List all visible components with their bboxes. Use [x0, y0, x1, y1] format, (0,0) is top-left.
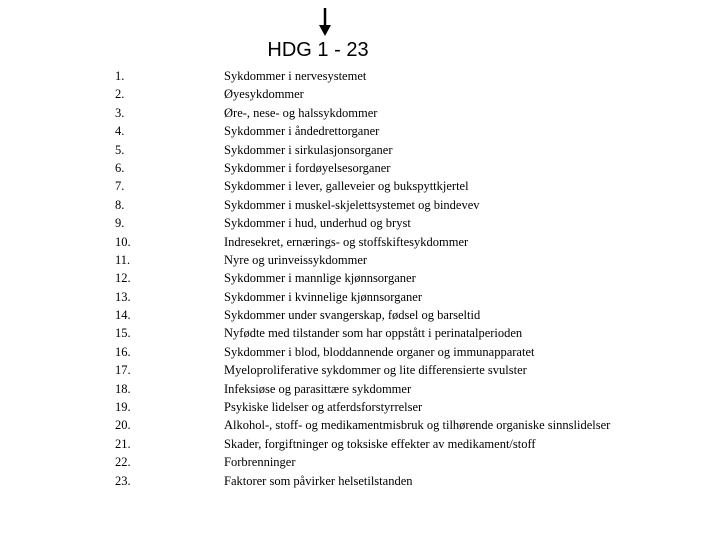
list-item-text: Sykdommer i nervesystemet [224, 69, 367, 83]
down-arrow-icon [317, 8, 333, 36]
list-item-number: 19. [115, 400, 131, 415]
list-item [0, 324, 720, 342]
list-item-text: Faktorer som påvirker helsetilstanden [224, 473, 413, 488]
list-item-number: 1. [115, 69, 125, 83]
list-item-text: Sykdommer i mannlige kjønnsorganer [224, 271, 416, 286]
list-item-text: Nyfødte med tilstander som har oppstått i perinatalperioden [224, 326, 523, 341]
list-item [0, 159, 720, 177]
list-item-number: 13. [115, 289, 131, 304]
list-item-text: Indresekret, ernærings- og stoffskiftesykdommer [224, 234, 469, 249]
list-item-text: Skader, forgiftninger og toksiske effekter av medikament/stoff [224, 436, 536, 451]
list-item-number: 23. [115, 473, 131, 488]
list-item-text: Sykdommer i sirkulasjonsorganer [224, 142, 393, 157]
list-item [0, 269, 720, 287]
list-item-number: 7. [115, 179, 125, 194]
list-item [0, 122, 720, 140]
list-item-number: 2. [115, 87, 125, 102]
list-item-text: Sykdommer i hud, underhud og bryst [224, 216, 411, 231]
list-item [0, 361, 720, 379]
list-item-number: 8. [115, 197, 125, 212]
list-item-text: Sykdommer i blod, bloddannende organer og immunapparatet [224, 344, 535, 359]
list-item-text: Øyesykdommer [224, 87, 304, 102]
list-item-number: 3. [115, 105, 125, 120]
list-item-number: 4. [115, 124, 125, 139]
list-item-text: Sykdommer under svangerskap, fødsel og barseltid [224, 308, 481, 323]
list-item [0, 233, 720, 251]
list-item [0, 416, 720, 434]
list-item [0, 306, 720, 324]
list-item [0, 251, 720, 269]
list-item-number: 11. [115, 252, 131, 267]
list-item [0, 453, 720, 471]
list-item-number: 6. [115, 160, 125, 175]
list-item-text: Øre-, nese- og halssykdommer [224, 105, 378, 120]
list-item-number: 15. [115, 326, 131, 341]
list-item [0, 177, 720, 195]
category-list [0, 67, 720, 490]
list-item-number: 18. [115, 381, 131, 396]
list-item-text: Myeloproliferative sykdommer og lite differensierte svulster [224, 363, 527, 378]
list-item [0, 343, 720, 361]
list-item-number: 5. [115, 142, 125, 157]
list-item-text: Sykdommer i muskel-skjelettsystemet og bindevev [224, 197, 480, 212]
list-item-text: Sykdommer i åndedrettorganer [224, 124, 380, 139]
page-title: HDG 1 - 23 [267, 39, 369, 61]
list-item-number: 17. [115, 363, 131, 378]
list-item [0, 141, 720, 159]
list-item [0, 214, 720, 232]
list-item [0, 104, 720, 122]
list-item-text: Sykdommer i fordøyelsesorganer [224, 160, 391, 175]
list-item [0, 67, 720, 85]
list-item-text: Psykiske lidelser og atferdsforstyrrelser [224, 400, 423, 415]
list-item-number: 22. [115, 455, 131, 470]
list-item [0, 288, 720, 306]
list-item-number: 10. [115, 234, 131, 249]
list-item-number: 14. [115, 308, 131, 323]
list-item-number: 9. [115, 216, 125, 231]
list-item-text: Sykdommer i kvinnelige kjønnsorganer [224, 289, 423, 304]
list-item-number: 20. [115, 418, 131, 433]
list-item-text: Forbrenninger [224, 455, 296, 470]
list-item-number: 16. [115, 344, 131, 359]
list-item [0, 380, 720, 398]
list-item-number: 21. [115, 436, 131, 451]
list-item-text: Nyre og urinveissykdommer [224, 252, 368, 267]
list-item [0, 196, 720, 214]
list-item-text: Alkohol-, stoff- og medikamentmisbruk og tilhørende organiske sinnslidelser [224, 418, 611, 433]
list-item-number: 12. [115, 271, 131, 286]
list-item [0, 435, 720, 453]
list-item [0, 398, 720, 416]
list-item [0, 85, 720, 103]
list-item-text: Infeksiøse og parasittære sykdommer [224, 381, 412, 396]
list-item-text: Sykdommer i lever, galleveier og bukspyttkjertel [224, 179, 469, 194]
list-item [0, 472, 720, 490]
